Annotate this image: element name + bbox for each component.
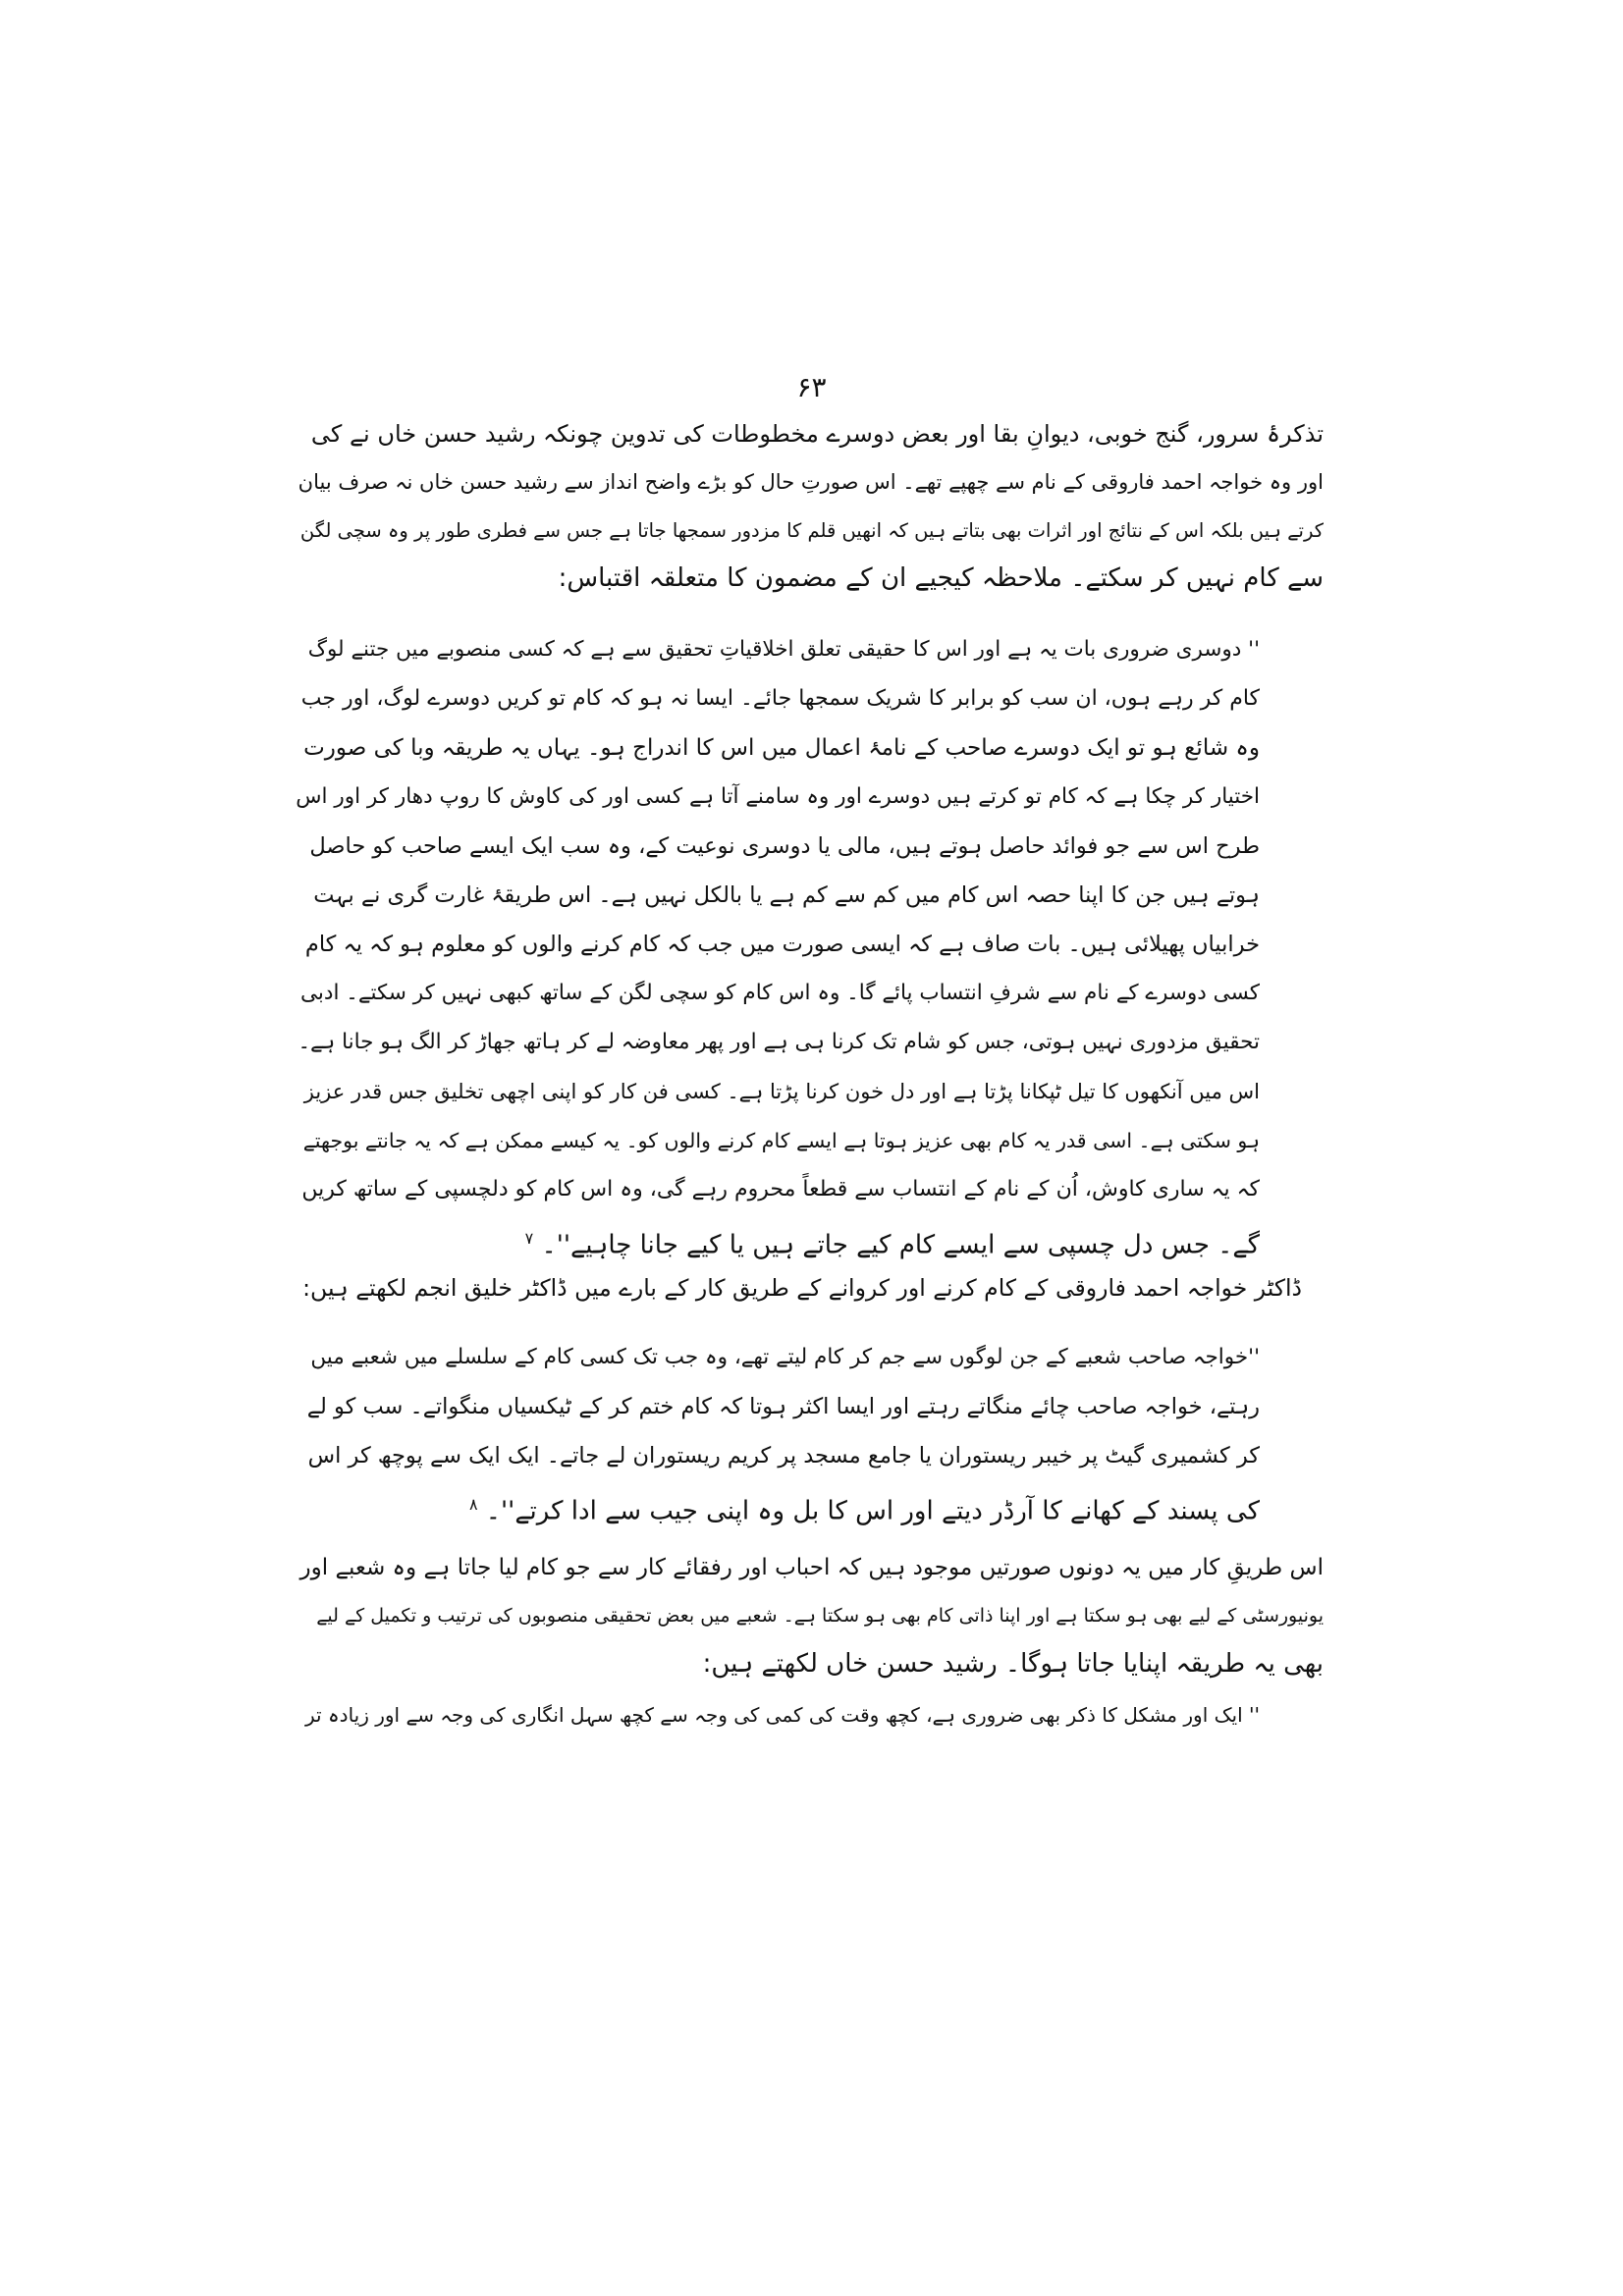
- quote-line: کسی دوسرے کے نام سے شرفِ انتساب پائے گا۔ وہ اس کام کو سچی لگن کے ساتھ کبھی نہیں کر سکتے۔ ادبی: [300, 981, 1260, 1005]
- quote-line: ''خواجہ صاحب شعبے کے جن لوگوں سے جم کر کام لیتے تھے، وہ جب تک کسی کام کے سلسلے میں شعبے میں: [310, 1345, 1260, 1369]
- paragraph-intro: [295, 410, 1324, 603]
- text-line: اس طریقِ کار میں یہ دونوں صورتیں موجود ہیں کہ احباب اور رفقائے کار سے جو کام لیا جاتا ہے وہ شعبے اور: [299, 1555, 1324, 1580]
- quote-line: اختیار کر چکا ہے کہ کام تو کرتے ہیں دوسرے اور وہ سامنے آتا ہے کسی اور کی کاوش کا روپ دھار کر اور اس: [296, 784, 1260, 809]
- paragraph-analysis: [295, 1544, 1324, 1688]
- quote-line: کہ یہ ساری کاوش، اُن کے نام کے انتساب سے قطعاً محروم رہے گی، وہ اس کام کو دلچسپی کے ساتھ کریں: [301, 1177, 1260, 1201]
- quote-line-text: گے۔ جس دل چسپی سے ایسے کام کیے جاتے ہیں یا کیے جانا چاہیے''۔: [541, 1230, 1260, 1260]
- quote-line: [296, 1480, 1260, 1529]
- text-line: یونیورسٹی کے لیے بھی ہو سکتا ہے اور اپنا ذاتی کام بھی ہو سکتا ہے۔ شعبے میں بعض تحقیقی منصوبوں کی ترتیب و تکمیل کے لیے: [316, 1605, 1324, 1627]
- quote-line-text: کی پسند کے کھانے کا آرڈر دیتے اور اس کا بل وہ اپنی جیب سے ادا کرتے''۔: [485, 1496, 1260, 1526]
- quote-line: رہتے، خواجہ صاحب چائے منگاتے رہتے اور ایسا اکثر ہوتا کہ کام ختم کر کے ٹیکسیاں منگواتے۔ سب کو لے: [306, 1394, 1260, 1419]
- page-number: ۶۳: [796, 371, 827, 403]
- text-line: بھی یہ طریقہ اپنایا جاتا ہوگا۔ رشید حسن خاں لکھتے ہیں:: [702, 1649, 1324, 1679]
- quotation-rashid-hasan-khan: [296, 625, 1260, 1263]
- text-line: سے کام نہیں کر سکتے۔ ملاحظہ کیجیے ان کے مضمون کا متعلقہ اقتباس:: [558, 563, 1324, 593]
- quote-line: '' دوسری ضروری بات یہ ہے اور اس کا حقیقی تعلق اخلاقیاتِ تحقیق سے ہے کہ کسی منصوبے میں جتنے لوگ: [307, 637, 1260, 662]
- paragraph-khaliq-anjum-intro: [295, 1264, 1324, 1312]
- text-line: کرتے ہیں بلکہ اس کے نتائج اور اثرات بھی بتاتے ہیں کہ انھیں قلم کا مزدور سمجھا جاتا ہے جس سے فطری طور پر وہ سچی لگن: [299, 519, 1324, 542]
- text-line: اور وہ خواجہ احمد فاروقی کے نام سے چھپے تھے۔ اس صورتِ حال کو بڑے واضح انداز سے رشید حسن خاں نہ صرف بیان: [298, 470, 1324, 494]
- footnote-marker: ۷: [524, 1229, 534, 1248]
- text-line: ڈاکٹر خواجہ احمد فاروقی کے کام کرنے اور کروانے کے طریق کار کے بارے میں ڈاکٹر خلیق انجم لکھتے ہیں:: [302, 1274, 1302, 1302]
- quote-line: کام کر رہے ہوں، ان سب کو برابر کا شریک سمجھا جائے۔ ایسا نہ ہو کہ کام تو کریں دوسرے لوگ، اور جب: [300, 686, 1260, 711]
- quotation-rashid-hasan-khan-2: [296, 1690, 1260, 1739]
- footnote-marker: ۸: [468, 1495, 478, 1514]
- quote-line: کر کشمیری گیٹ پر خیبر ریستوران یا جامع مسجد پر کریم ریستوران لے جاتے۔ ایک ایک سے پوچھ کر اس: [307, 1443, 1260, 1468]
- quote-line: خرابیاں پھیلائی ہیں۔ بات صاف ہے کہ ایسی صورت میں جب کہ کام کرنے والوں کو معلوم ہو کہ یہ کام: [304, 932, 1260, 957]
- quote-line: تحقیق مزدوری نہیں ہوتی، جس کو شام تک کرنا ہی ہے اور پھر معاوضہ لے کر ہاتھ جھاڑ کر الگ ہو جانا ہے۔: [298, 1030, 1260, 1054]
- quote-line: ہوتے ہیں جن کا اپنا حصہ اس کام میں کم سے کم ہے یا بالکل نہیں ہے۔ اس طریقۂ غارت گری نے بہت: [313, 882, 1260, 908]
- quote-line: [296, 1214, 1260, 1263]
- text-line: تذکرۂ سرور، گنج خوبی، دیوانِ بقا اور بعض دوسرے مخطوطات کی تدوین چونکہ رشید حسن خاں نے کی: [310, 420, 1324, 448]
- quote-line: وہ شائع ہو تو ایک دوسرے صاحب کے نامۂ اعمال میں اس کا اندراج ہو۔ یہاں یہ طریقہ وبا کی صورت: [303, 735, 1260, 761]
- quote-line: ہو سکتی ہے۔ اسی قدر یہ کام بھی عزیز ہوتا ہے ایسے کام کرنے والوں کو۔ یہ کیسے ممکن ہے کہ یہ جانتے بوجھتے: [302, 1129, 1260, 1152]
- quote-line: طرح اس سے جو فوائد حاصل ہوتے ہیں، مالی یا دوسری نوعیت کے، وہ سب ایک ایسے صاحب کو حاصل: [309, 833, 1260, 859]
- quote-line: '' ایک اور مشکل کا ذکر بھی ضروری ہے، کچھ وقت کی کمی کی وجہ سے کچھ سہل انگاری کی وجہ سے اور زیادہ تر: [304, 1703, 1260, 1727]
- quotation-khaliq-anjum: [296, 1333, 1260, 1529]
- quote-line: اس میں آنکھوں کا تیل ٹپکانا پڑتا ہے اور دل خون کرنا پڑتا ہے۔ کسی فن کار کو اپنی اچھی تخلیق جس قدر عزیز: [303, 1080, 1260, 1103]
